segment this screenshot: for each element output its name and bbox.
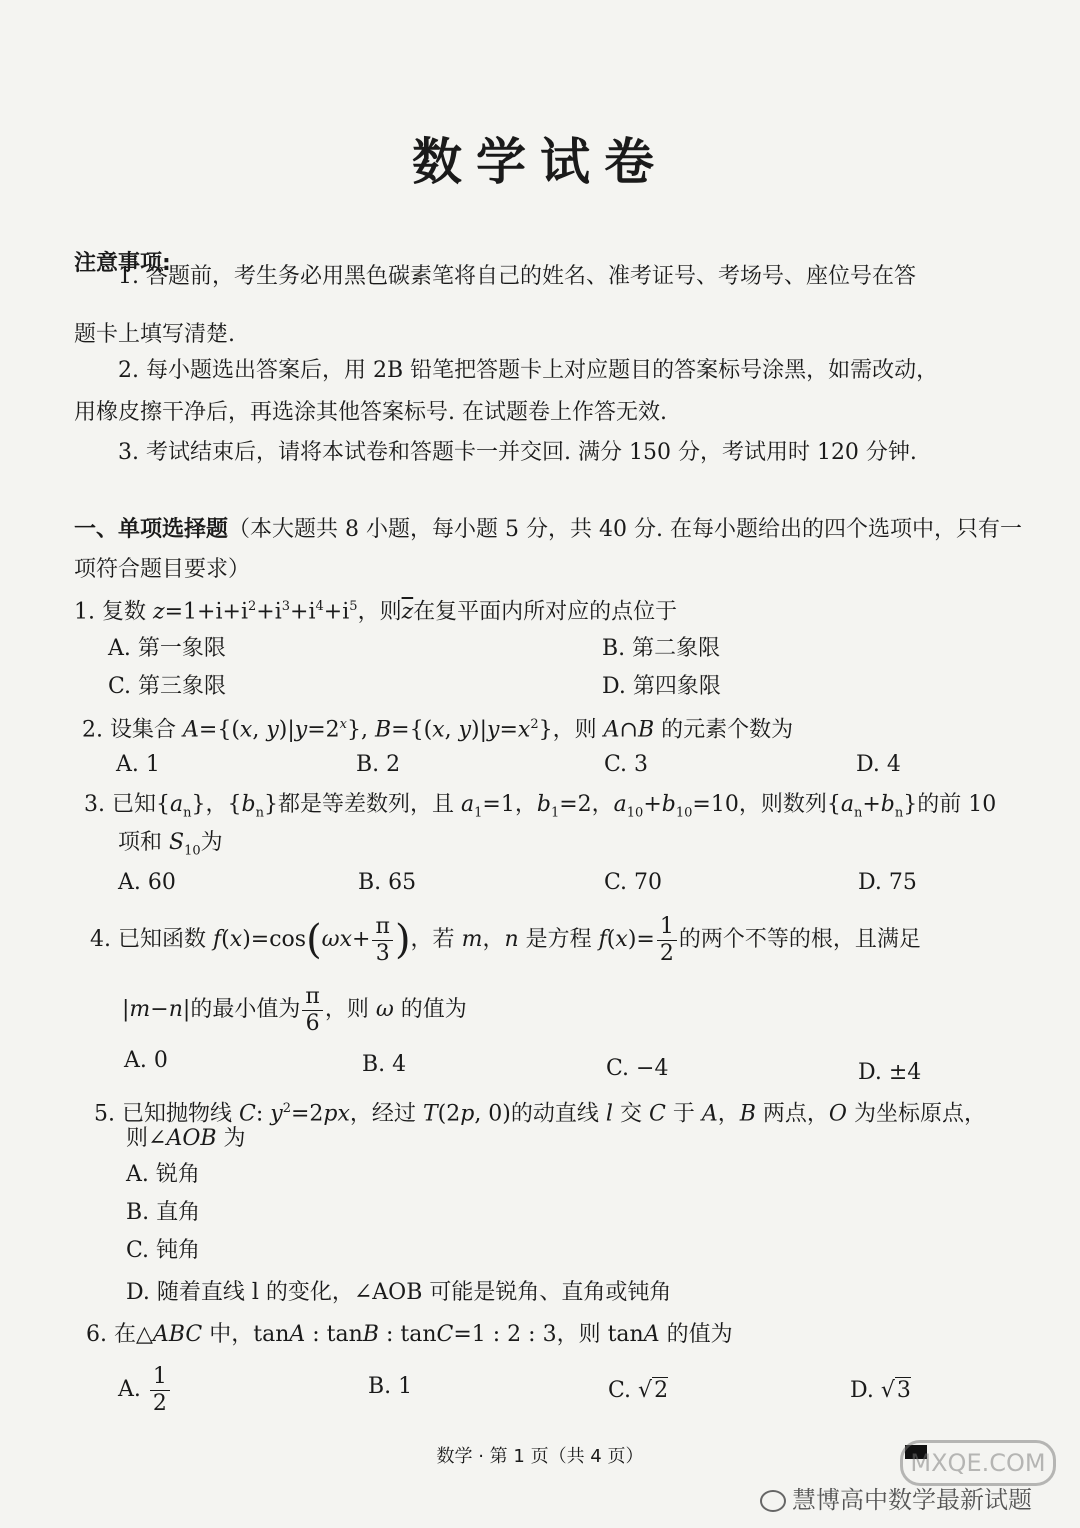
q2-option-c: C. 3 [604, 752, 649, 777]
question-5-cont: 则∠AOB 为 [126, 1126, 246, 1151]
question-3-cont: 项和 $S_{10}$为 [118, 830, 223, 859]
question-4-cont: |m−n|的最小值为 $\frac{\pi}{6}$ ，则 ω 的值为 [122, 983, 467, 1036]
q4-option-c: C. −4 [606, 1056, 669, 1081]
notice-line-1: 1. 答题前，考生务必用黑色碳素笔将自己的姓名、准考证号、考场号、座位号在答 [118, 264, 916, 289]
q6-option-c: C. √2 [608, 1378, 669, 1403]
q3-option-d: D. 75 [858, 870, 917, 895]
notice-line-2: 题卡上填写清楚. [74, 322, 235, 347]
q4-option-a: A. 0 [124, 1048, 168, 1073]
q2-option-d: D. 4 [856, 752, 901, 777]
q5-option-a: A. 锐角 [126, 1162, 200, 1187]
q1-option-d: D. 第四象限 [602, 674, 721, 699]
q6-option-d: D. √3 [850, 1378, 911, 1403]
q6-option-a: A. $\frac{1}{2}$ [118, 1362, 172, 1418]
question-3: 3. 已知$\{a_n\}$，$\{b_n\}$都是等差数列，且 $a_1=1$，$b_1=2$，$a_{10}+b_{10}=10$，则数列$\{a_n+b_n\}$的前 10 [84, 792, 997, 821]
watermark-stamp: MXQE.COM [900, 1440, 1056, 1486]
q4-option-d: D. ±4 [858, 1060, 922, 1085]
notice-line-4: 用橡皮擦干净后，再选涂其他答案标号. 在试题卷上作答无效. [74, 400, 667, 425]
q5-option-b: B. 直角 [126, 1200, 201, 1225]
question-2: 2. 设集合 A={(x, $y)|y=2^x$}, B={(x, $y)|y=x^2$}，则 A∩B 的元素个数为 [82, 717, 794, 743]
q1-option-b: B. 第二象限 [602, 636, 721, 661]
q6-option-b: B. 1 [368, 1374, 413, 1399]
q2-option-b: B. 2 [356, 752, 401, 777]
notice-line-3: 2. 每小题选出答案后，用 2B 铅笔把答题卡上对应题目的答案标号涂黑，如需改动， [118, 358, 939, 383]
q5-option-d: D. 随着直线 l 的变化，∠AOB 可能是锐角、直角或钝角 [126, 1280, 672, 1305]
q4-option-b: B. 4 [362, 1052, 407, 1077]
question-6: 6. 在△ABC 中，tanA : tanB : tanC=1 : 2 : 3，则 tanA 的值为 [86, 1322, 733, 1347]
q1-option-a: A. 第一象限 [108, 636, 226, 661]
question-4: 4. 已知函数 f(x)=cos(ωx+ $\frac{\pi}{3}$ )，若 m，n 是方程 f(x)= $\frac{1}{2}$ 的两个不等的根，且满足 [90, 913, 921, 966]
q3-option-b: B. 65 [358, 870, 417, 895]
q2-option-a: A. 1 [116, 752, 160, 777]
q5-option-c: C. 钝角 [126, 1238, 201, 1263]
page-title: 数学试卷 [412, 133, 668, 191]
q1-option-c: C. 第三象限 [108, 674, 227, 699]
q3-option-a: A. 60 [118, 870, 176, 895]
section-1-heading: 一、单项选择题（本大题共 8 小题，每小题 5 分，共 40 分. 在每小题给出的四个选项中，只有一项符合题目要求） [74, 517, 1022, 582]
question-5: 5. 已知抛物线 C: $y^2=2px$，经过 T(2p, 0)的动直线 l 交 C 于 A，B 两点，O 为坐标原点， [94, 1101, 986, 1127]
watermark: 慧博高中数学最新试题 [760, 1480, 1032, 1515]
page-footer: 数学 · 第 1 页（共 4 页） [436, 1446, 644, 1467]
question-1: 1. 复数 $z=1+i+i^2+i^3+i^4+i^5$，则$\overline{z}$在复平面内所对应的点位于 [74, 599, 678, 625]
notice-line-5: 3. 考试结束后，请将本试卷和答题卡一并交回. 满分 150 分，考试用时 120 分钟. [118, 440, 917, 465]
wechat-icon [760, 1490, 786, 1512]
q3-option-c: C. 70 [604, 870, 663, 895]
notice-heading: 注意事项: [74, 251, 171, 276]
